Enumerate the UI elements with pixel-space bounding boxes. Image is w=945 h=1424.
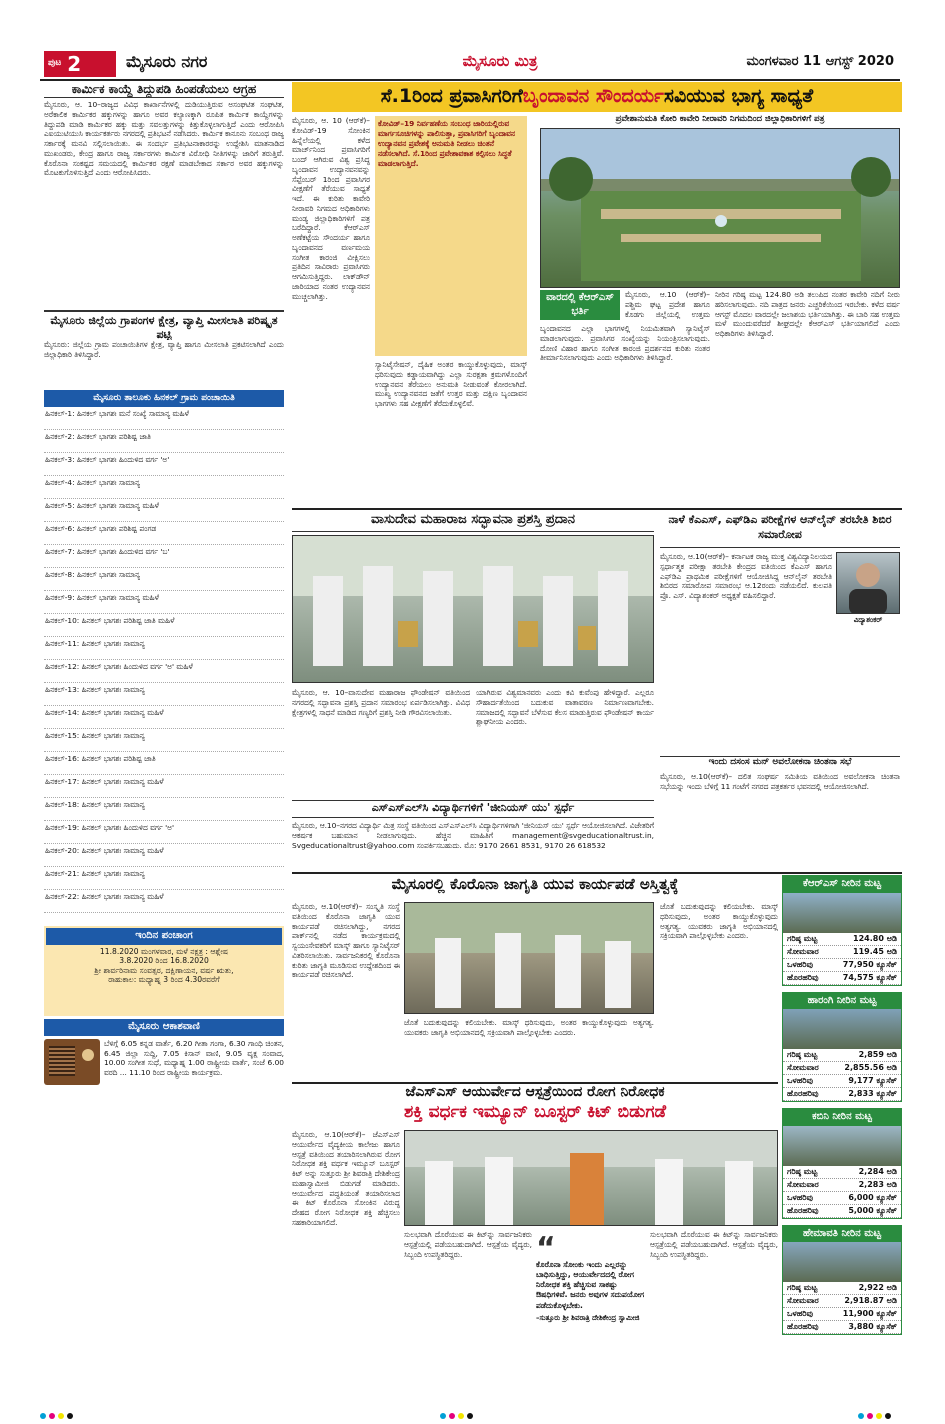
- lead-deck: ಪ್ರವೇಶಾನುಮತಿ ಕೋರಿ ಕಾವೇರಿ ನೀರಾವರಿ ನಿಗಮದಿಂದ ಜಿಲ್ಲಾಧಿಕಾರಿಗಳಿಗೆ ಪತ್ರ: [615, 114, 825, 124]
- divider: [292, 508, 902, 510]
- dam-photo: [783, 1009, 901, 1049]
- hinkal-list-header: ಮೈಸೂರು ತಾಲೂಕು ಹಿನಕಲ್ ಗ್ರಾಮ ಪಂಚಾಯಿತಿ: [44, 390, 284, 407]
- dss-headline: ಇಂದು ದಸಂಸ ಮನ್ ಅವಲೋಕನಾ ಚಿಂತನಾ ಸಭೆ: [660, 756, 900, 770]
- list-item: ಹಿನಕಲ್-1: ಹಿನಕಲ್ ಭಾಗಶಃ ಮನೆ ಸಂಖ್ಯೆ ಸಾಮಾನ್ಯ ಮಹಿಳೆ: [44, 407, 284, 430]
- registration-dots-left: [40, 1412, 76, 1422]
- dam-level-row: [783, 1062, 901, 1075]
- dam-level-label: ಸೋಮವಾರ: [787, 1063, 819, 1072]
- brand-logo: ಮೈಸೂರು ಮಿತ್ರ: [462, 52, 538, 70]
- dam-level-value: 9,177 ಕ್ಯೂಸೆಕ್: [848, 1076, 897, 1085]
- dam-level-value: 11,900 ಕ್ಯೂಸೆಕ್: [842, 1309, 897, 1318]
- vasudev-body2: ಯಾಗಿರುವ ವಿಶ್ವಮಾನವರು ಎಂದು ಕವಿ ಕುವೆಂಪು ಹೇಳಿದ್ದಾರೆ. ಎಲ್ಲರೂ ಸೌಹಾರ್ದತೆಯಿಂದ ಬದುಕುವ ವಾತಾವರಣ ನಿರ್ಮಾಣವಾಗಬೇಕು. ಸಮಾಜದಲ್ಲಿ ಸದ್ಭಾವನೆ ಬೆಳೆಸುವ ಕೆಲಸ ಮಾಡುತ್ತಿರುವ ಫೌಂಡೇಷನ್ ಕಾರ್ಯ ಶ್ಲಾಘನೀಯ ಎಂದರು.: [476, 688, 654, 727]
- dam-photo: [783, 1126, 901, 1166]
- list-item: ಹಿನಕಲ್-21: ಹಿನಕಲ್ ಭಾಗಶಃ ಸಾಮಾನ್ಯ: [44, 867, 284, 890]
- radio-schedule: ಬೆಳಿಗ್ಗೆ 6.05 ಕನ್ನಡ ವಾರ್ತೆ, 6.20 ಗೀತಾ ಗಂಗಾ, 6.30 ಗಾಂಧಿ ಚಿಂತನ, 6.45 ಜಿಲ್ಲಾ ಸುದ್ದಿ, 7.05 ಕಿಸಾನ್ ವಾಣಿ, 9.05 ವೃಕ್ಷ ಸಂವಾದ, 10.00 ಸಂಗೀತ ಸುಧೆ, ಮಧ್ಯಾಹ್ನ 1.00 ರಾಷ್ಟ್ರೀಯ ವಾರ್ತೆ, ಸಂಜೆ 6.00 ವರದಿ ... 11.10 ರಿಂದ ರಾಷ್ಟ್ರೀಯ ಕಾರ್ಯಕ್ರಮ.: [104, 1038, 284, 1078]
- jss-body2: ಸುಲಭವಾಗಿ ದೊರೆಯುವ ಈ ಕಿಟ್‌ನ್ನು ಸಾರ್ವಜನಿಕರು ಆಸ್ಪತ್ರೆಯಲ್ಲಿ ಪಡೆಯಬಹುದಾಗಿದೆ. ಆಸ್ಪತ್ರೆಯ ವೈದ್ಯರು, ಸಿಬ್ಬಂದಿ ಉಪಸ್ಥಿತರಿದ್ದರು.: [404, 1230, 532, 1259]
- dam-level-value: 2,859 ಅಡಿ: [858, 1050, 897, 1059]
- dam-level-label: ಹೊರಹರಿವು: [787, 972, 819, 982]
- panchanga-box: [44, 926, 284, 1016]
- dam-level-value: 2,922 ಅಡಿ: [858, 1283, 897, 1292]
- kas-headline: ನಾಳೆ ಕೆಎಎಸ್, ಎಫ್‌ಡಿಎ ಪರೀಕ್ಷೆಗಳ ಆನ್‌ಲೈನ್ ತರಬೇತಿ ಶಿಬಿರ ಸಮಾರೋಪ: [660, 512, 900, 548]
- panchanga-lines: [46, 947, 282, 985]
- dam-level-box: [782, 1108, 902, 1219]
- dam-level-row: [783, 946, 901, 959]
- dam-level-value: 2,833 ಕ್ಯೂಸೆಕ್: [848, 1089, 897, 1098]
- krs-box-col2: ನೀರಿನ ಗರಿಷ್ಠ ಮಟ್ಟ 124.80 ಅಡಿ ತಲುಪಿದ ನಂತರ ಕಾವೇರಿ ನದಿಗೆ ನೀರು ಹರಿಸಲಾಗುವುದು. ನದಿ ಪಾತ್ರದ ಜನರು ಎಚ್ಚರಿಕೆಯಿಂದ ಇರಬೇಕು. ಕಳೆದ ವರ್ಷ ಆಗಸ್ಟ್ ಮೊದಲ ವಾರದಲ್ಲೇ ಜಲಾಶಯ ಭರ್ತಿಯಾಗಿತ್ತು. ಈ ಬಾರಿ ಸಹ ಉತ್ತಮ ಮಳೆ ಮುಂದುವರೆದರೆ ಶೀಘ್ರದಲ್ಲೇ ಕೆಆರ್‌ಎಸ್ ಭರ್ತಿಯಾಗಲಿದೆ ಎಂದು ಅಧಿಕಾರಿಗಳು ತಿಳಿಸಿದ್ದಾರೆ.: [715, 290, 900, 339]
- portrait-icon: [837, 553, 899, 613]
- list-item: ಹಿನಕಲ್-14: ಹಿನಕಲ್ ಭಾಗಶಃ ಸಾಮಾನ್ಯ ಮಹಿಳೆ: [44, 706, 284, 729]
- corona-body2: ಜೊತೆ ಬದುಕುವುದನ್ನು ಕಲಿಯಬೇಕು. ಮಾಸ್ಕ್ ಧರಿಸುವುದು, ಅಂತರ ಕಾಯ್ದುಕೊಳ್ಳುವುದು ಅತ್ಯಗತ್ಯ. ಯುವಕರು ಜಾಗೃತಿ ಅಭಿಯಾನದಲ್ಲಿ ಸಕ್ರಿಯವಾಗಿ ಪಾಲ್ಗೊಳ್ಳಬೇಕು ಎಂದರು.: [404, 1018, 654, 1037]
- dam-level-row: [783, 1282, 901, 1295]
- left-column: [44, 82, 284, 1159]
- lead-highlight-box: ಕೋವಿಡ್–19 ನಿರ್ವಹಣೆಯ ಸಂಬಂಧ ಜಾರಿಯಲ್ಲಿರುವ ಮಾರ್ಗಸೂಚಿಗಳನ್ನು ಪಾಲಿಸುತ್ತಾ, ಪ್ರವಾಸಿಗರಿಗೆ ಬೃಂದಾವನ ಉದ್ಯಾನವನ ಪ್ರವೇಶಕ್ಕೆ ಅನುಮತಿ ನೀಡಲು ಚಿಂತನೆ ನಡೆಸಲಾಗಿದೆ. ಸೆ.1ರಿಂದ ಪ್ರವೇಶಾವಕಾಶ ಕಲ್ಪಿಸಲು ಸಿದ್ಧತೆ ಮಾಡಲಾಗುತ್ತಿದೆ.: [375, 116, 527, 356]
- corona-headline: ಮೈಸೂರಲ್ಲಿ ಕೊರೊನಾ ಜಾಗೃತಿ ಯುವ ಕಾರ್ಯಪಡೆ ಅಸ್ತಿತ್ವಕ್ಕೆ: [391, 875, 679, 893]
- dam-level-value: 2,284 ಅಡಿ: [858, 1166, 897, 1176]
- jss-photo: [404, 1130, 778, 1226]
- labour-story-body: ಮೈಸೂರು, ಆ. 10–ರಾಜ್ಯದ ವಿವಿಧ ಕಾರ್ಖಾನೆಗಳಲ್ಲಿ ದುಡಿಯುತ್ತಿರುವ ಅಸಂಘಟಿತ ಸಂಘಟಿತ, ಅರೆಕಾಲಿಕ ಕಾರ್ಮಿಕರ ಹಕ್ಕುಗಳನ್ನು ಹಾಗೂ ಅವರ ಕಲ್ಯಾಣಕ್ಕಾಗಿ ರೂಪಿತ ಕಾರ್ಮಿಕ ಕಾಯ್ದೆಗಳನ್ನು ತಿದ್ದುಪಡಿ ಮಾಡಿ ಕಾರ್ಮಿಕರ ಹಕ್ಕು ಮತ್ತು ಸವಲತ್ತುಗಳನ್ನು ಕಿತ್ತುಕೊಳ್ಳಲಾಗುತ್ತಿದೆ ಎಂದು ಆರೋಪಿಸಿ ಎಐಯುಟಿಯುಸಿ ಕಾರ್ಯಕರ್ತರು ನಗರದಲ್ಲಿ ಪ್ರತಿಭಟನೆ ನಡೆಸಿದರು. ಕಾರ್ಮಿಕ ಕಾನೂನು ಸಂಬಂಧ ರಾಜ್ಯ ಸರ್ಕಾರಕ್ಕೆ ಮನವಿ ಸಲ್ಲಿಸಲಾಯಿತು. ಈ ಸಂದರ್ಭ ಪ್ರತಿಭಟನಾಕಾರರನ್ನು ಉದ್ದೇಶಿಸಿ ಮಾತನಾಡಿದ ಮುಖಂಡರು, ಕೇಂದ್ರ ಹಾಗೂ ರಾಜ್ಯ ಸರ್ಕಾರಗಳು ಕಾರ್ಮಿಕ ವಿರೋಧಿ ನೀತಿಗಳನ್ನು ಜಾರಿಗೆ ತರುತ್ತಿವೆ. ಕೊರೊನಾ ಸಂಕಷ್ಟದ ಸಮಯದಲ್ಲಿ ಕಾರ್ಮಿಕರ ರಕ್ಷಣೆ ಮಾಡಬೇಕಾದ ಸರ್ಕಾರ ಅವರ ಹಕ್ಕುಗಳನ್ನು ಮೊಟಕುಗೊಳಿಸುತ್ತಿದೆ ಎಂದು ಆರೋಪಿಸಿದರು.: [44, 100, 284, 178]
- sslc-body: ಮೈಸೂರು, ಆ.10–ನಗರದ ವಿದ್ಯಾರ್ಥಿ ಮಿತ್ರ ಸಂಸ್ಥೆ ವತಿಯಿಂದ ಎಸ್‌ಎಸ್‌ಎಲ್‌ಸಿ ವಿದ್ಯಾರ್ಥಿಗಳಿಗಾಗಿ 'ಜೀನಿಯಸ್ ಯು' ಸ್ಪರ್ಧೆ ಆಯೋಜಿಸಲಾಗಿದೆ. ವಿಜೇತರಿಗೆ ಆಕರ್ಷಕ ಬಹುಮಾನ ನೀಡಲಾಗುವುದು. ಹೆಚ್ಚಿನ ಮಾಹಿತಿಗೆ management@svgeducationaltrust.in, Svgeducationaltrust@yahoo.com ಸಂಪರ್ಕಿಸಬಹುದು. ಮೊ: 9170 2661 8531, 9170 26 618532: [292, 821, 654, 850]
- list-item: ಹಿನಕಲ್-4: ಹಿನಕಲ್ ಭಾಗಶಃ ಸಾಮಾನ್ಯ: [44, 476, 284, 499]
- dam-level-row: [783, 1308, 901, 1321]
- dam-level-label: ಒಳಹರಿವು: [787, 959, 814, 969]
- dam-title: ಕಬಿನಿ ನೀರಿನ ಮಟ್ಟ: [783, 1109, 901, 1126]
- garden-illustration: [541, 129, 899, 287]
- dam-level-value: 2,855.56 ಅಡಿ: [844, 1063, 897, 1072]
- dam-level-label: ಗರಿಷ್ಠ ಮಟ್ಟ: [787, 1283, 818, 1292]
- dam-level-row: [783, 1049, 901, 1062]
- list-item: ಹಿನಕಲ್-2: ಹಿನಕಲ್ ಭಾಗಶಃ ಪರಿಶಿಷ್ಟ ಜಾತಿ: [44, 430, 284, 453]
- jss-quote-author: –ಸುತ್ತೂರು ಶ್ರೀ ಶಿವರಾತ್ರಿ ದೇಶಿಕೇಂದ್ರ ಸ್ವಾಮೀಜಿ: [536, 1313, 640, 1322]
- jss-release-illustration: [405, 1131, 777, 1225]
- list-item: ಹಿನಕಲ್-13: ಹಿನಕಲ್ ಭಾಗಶಃ ಸಾಮಾನ್ಯ: [44, 683, 284, 706]
- gp-story-body: ಮೈಸೂರು: ಜಿಲ್ಲೆಯ ಗ್ರಾಮ ಪಂಚಾಯಿತಿಗಳ ಕ್ಷೇತ್ರ, ವ್ಯಾಪ್ತಿ ಹಾಗೂ ಮೀಸಲಾತಿ ಪ್ರಕಟಿಸಲಾಗಿದೆ ಎಂದು ಜಿಲ್ಲಾಧಿಕಾರಿ ತಿಳಿಸಿದ್ದಾರೆ.: [44, 340, 284, 359]
- list-item: ಹಿನಕಲ್-8: ಹಿನಕಲ್ ಭಾಗಶಃ ಸಾಮಾನ್ಯ: [44, 568, 284, 591]
- krs-box-title: ವಾರದಲ್ಲಿ ಕೆಆರ್‌ಎಸ್ ಭರ್ತಿ: [540, 290, 620, 320]
- dam-levels-column: [782, 875, 902, 1410]
- registration-dots-center: [440, 1412, 476, 1422]
- list-item: ಹಿನಕಲ್-9: ಹಿನಕಲ್ ಭಾಗಶಃ ಸಾಮಾನ್ಯ ಮಹಿಳೆ: [44, 591, 284, 614]
- dam-level-box: [782, 875, 902, 986]
- panchanga-line: 3.8.2020 ರಿಂದ 16.8.2020: [119, 956, 209, 966]
- lead-col1: ಮೈಸೂರು, ಆ. 10 (ಆರ್‌ಕೆ)– ಕೋವಿಡ್-19 ಸೋಂಕಿನ ಹಿನ್ನೆಲೆಯಲ್ಲಿ ಕಳೆದ ಮಾರ್ಚ್‌ನಿಂದ ಪ್ರವಾಸಿಗರಿಗೆ ಬಂದ್ ಆಗಿರುವ ವಿಶ್ವ ಪ್ರಸಿದ್ಧ ಬೃಂದಾವನ ಉದ್ಯಾನವನವನ್ನು ಸೆಪ್ಟೆಂಬರ್ 1ರಿಂದ ಪ್ರವಾಸಿಗರ ವೀಕ್ಷಣೆಗೆ ತೆರೆಯುವ ಸಾಧ್ಯತೆ ಇದೆ. ಈ ಕುರಿತು ಕಾವೇರಿ ನೀರಾವರಿ ನಿಗಮದ ಅಧಿಕಾರಿಗಳು ಮಂಡ್ಯ ಜಿಲ್ಲಾಧಿಕಾರಿಗಳಿಗೆ ಪತ್ರ ಬರೆದಿದ್ದಾರೆ. ಕೆಆರ್‌ಎಸ್ ಅಣೆಕಟ್ಟೆಯ ಸೌಂದರ್ಯ ಹಾಗೂ ಬೃಂದಾವನದ ವರ್ಣಮಯ ಸಂಗೀತ ಕಾರಂಜಿ ವೀಕ್ಷಿಸಲು ಪ್ರತಿದಿನ ಸಾವಿರಾರು ಪ್ರವಾಸಿಗರು ಆಗಮಿಸುತ್ತಿದ್ದರು. ಲಾಕ್‌ಡೌನ್ ಜಾರಿಯಾದ ನಂತರ ಉದ್ಯಾನವನ ಮುಚ್ಚಲಾಗಿತ್ತು.: [292, 116, 370, 301]
- list-item: ಹಿನಕಲ್-22: ಹಿನಕಲ್ ಭಾಗಶಃ ಸಾಮಾನ್ಯ ಮಹಿಳೆ: [44, 890, 284, 913]
- radio-header: ಮೈಸೂರು ಆಕಾಶವಾಣಿ: [44, 1019, 284, 1036]
- gp-story-headline: ಮೈಸೂರು ಜಿಲ್ಲೆಯ ಗ್ರಾಪಂಗಳ ಕ್ಷೇತ್ರ, ವ್ಯಾಪ್ತಿ ಮೀಸಲಾತಿ ಪರಿಷ್ಕೃತ ಪಟ್ಟಿ: [44, 310, 284, 340]
- list-item: ಹಿನಕಲ್-12: ಹಿನಕಲ್ ಭಾಗಶಃ ಹಿಂದುಳಿದ ವರ್ಗ 'ಅ' ಮಹಿಳೆ: [44, 660, 284, 683]
- dam-level-row: [783, 933, 901, 946]
- masthead-rule: [40, 79, 900, 81]
- dam-level-label: ಹೊರಹರಿವು: [787, 1205, 819, 1215]
- lead-headline: [292, 82, 902, 112]
- panchanga-line: 11.8.2020 ಮಂಗಳವಾರ, ಮಳೆ ನಕ್ಷತ್ರ : ಆಶ್ಲೇಷ: [99, 946, 229, 956]
- divider: [292, 872, 902, 874]
- jss-body: ಮೈಸೂರು, ಆ.10(ಆರ್‌ಕೆ)– ಜೆಎಸ್‌ಎಸ್ ಆಯುರ್ವೇದ ವೈದ್ಯಕೀಯ ಕಾಲೇಜು ಹಾಗೂ ಆಸ್ಪತ್ರೆ ವತಿಯಿಂದ ತಯಾರಿಸಲಾಗಿರುವ ರೋಗ ನಿರೋಧಕ ಶಕ್ತಿ ವರ್ಧಕ ಇಮ್ಯೂನ್ ಬೂಸ್ಟರ್ ಕಿಟ್ ಅನ್ನು ಸುತ್ತೂರು ಶ್ರೀ ಶಿವರಾತ್ರಿ ದೇಶಿಕೇಂದ್ರ ಮಹಾಸ್ವಾಮೀಜಿ ಬಿಡುಗಡೆ ಮಾಡಿದರು. ಆಯುರ್ವೇದ ಪದ್ಧತಿಯಂತೆ ತಯಾರಿಸಲಾದ ಈ ಕಿಟ್ ಕೊರೊನಾ ಸೋಂಕಿನ ವಿರುದ್ಧ ದೇಹದ ರೋಗ ನಿರೋಧಕ ಶಕ್ತಿ ಹೆಚ್ಚಿಸಲು ಸಹಕಾರಿಯಾಗಲಿದೆ.: [292, 1130, 400, 1227]
- corona-photo: [404, 902, 654, 1014]
- corona-col3: ಜೊತೆ ಬದುಕುವುದನ್ನು ಕಲಿಯಬೇಕು. ಮಾಸ್ಕ್ ಧರಿಸುವುದು, ಅಂತರ ಕಾಯ್ದುಕೊಳ್ಳುವುದು ಅತ್ಯಗತ್ಯ. ಯುವಕರು ಜಾಗೃತಿ ಅಭಿಯಾನದಲ್ಲಿ ಸಕ್ರಿಯವಾಗಿ ಪಾಲ್ಗೊಳ್ಳಬೇಕು ಎಂದರು.: [660, 902, 778, 941]
- dam-level-row: [783, 1179, 901, 1192]
- masthead: [40, 48, 900, 78]
- registration-dots-right: [858, 1412, 894, 1422]
- vasudev-body1: ಮೈಸೂರು, ಆ. 10–ವಾಸುದೇವ ಮಹಾರಾಜ ಫೌಂಡೇಷನ್ ವತಿಯಿಂದ ನಗರದಲ್ಲಿ ಸದ್ಭಾವನಾ ಪ್ರಶಸ್ತಿ ಪ್ರದಾನ ಸಮಾರಂಭ ಏರ್ಪಡಿಸಲಾಗಿತ್ತು. ವಿವಿಧ ಕ್ಷೇತ್ರಗಳಲ್ಲಿ ಸಾಧನೆ ಮಾಡಿದ ಗಣ್ಯರಿಗೆ ಪ್ರಶಸ್ತಿ ನೀಡಿ ಗೌರವಿಸಲಾಯಿತು.: [292, 688, 470, 717]
- list-item: ಹಿನಕಲ್-3: ಹಿನಕಲ್ ಭಾಗಶಃ ಹಿಂದುಳಿದ ವರ್ಗ 'ಅ': [44, 453, 284, 476]
- dam-level-label: ಒಳಹರಿವು: [787, 1309, 814, 1318]
- dam-level-label: ಹೊರಹರಿವು: [787, 1322, 819, 1331]
- vidyashankar-photo: [836, 552, 900, 614]
- lead-col3: ಬೃಂದಾವನದ ಎಲ್ಲಾ ಭಾಗಗಳಲ್ಲಿ ನಿಯಮಿತವಾಗಿ ಸ್ಯಾನಿಟೈಸ್ ಮಾಡಲಾಗುವುದು. ಪ್ರವಾಸಿಗರ ಸಂಖ್ಯೆಯನ್ನು ನಿಯಂತ್ರಿಸಲಾಗುವುದು. ದೋಣಿ ವಿಹಾರ ಹಾಗೂ ಸಂಗೀತ ಕಾರಂಜಿ ಪ್ರದರ್ಶನದ ಕುರಿತು ನಂತರ ತೀರ್ಮಾನಿಸಲಾಗುವುದು ಎಂದು ಅಧಿಕಾರಿಗಳು ತಿಳಿಸಿದ್ದಾರೆ.: [540, 324, 710, 363]
- dss-body: ಮೈಸೂರು, ಆ.10(ಆರ್‌ಕೆ)– ದಲಿತ ಸಂಘರ್ಷ ಸಮಿತಿಯ ವತಿಯಿಂದ ಅವಲೋಕನಾ ಚಿಂತನಾ ಸಭೆಯನ್ನು ಇಂದು ಬೆಳಿಗ್ಗೆ 11 ಗಂಟೆಗೆ ನಗರದ ಪತ್ರಕರ್ತರ ಭವನದಲ್ಲಿ ಆಯೋಜಿಸಲಾಗಿದೆ.: [660, 772, 900, 791]
- jss-quote-text: ಕೊರೊನಾ ಸೋಂಕು ಇಂದು ಎಲ್ಲರನ್ನು ಬಾಧಿಸುತ್ತಿದ್ದು, ಆಯುರ್ವೇದದಲ್ಲಿ ರೋಗ ನಿರೋಧಕ ಶಕ್ತಿ ಹೆಚ್ಚಿಸುವ ಸಾಕಷ್ಟು ಔಷಧಿಗಳಿವೆ. ಜನರು ಅವುಗಳ ಸದುಪಯೋಗ ಪಡೆದುಕೊಳ್ಳಬೇಕು.: [536, 1259, 645, 1310]
- award-illustration: [293, 536, 653, 682]
- dam-level-row: [783, 1075, 901, 1088]
- panchanga-line: ರಾಹುಕಾಲ: ಮಧ್ಯಾಹ್ನ 3 ರಿಂದ 4.30ರವರೆಗೆ: [108, 975, 220, 985]
- dam-level-value: 119.45 ಅಡಿ: [853, 946, 897, 956]
- list-item: ಹಿನಕಲ್-5: ಹಿನಕಲ್ ಭಾಗಶಃ ಸಾಮಾನ್ಯ ಮಹಿಳೆ: [44, 499, 284, 522]
- page-label: ಪುಟ: [48, 58, 62, 69]
- lead-headline-part1: ಸೆ.1ರಿಂದ ಪ್ರವಾಸಿಗರಿಗೆ: [380, 85, 523, 108]
- dam-level-value: 2,918.87 ಅಡಿ: [844, 1296, 897, 1305]
- dam-level-label: ಗರಿಷ್ಠ ಮಟ್ಟ: [787, 1050, 818, 1059]
- dam-level-box: [782, 1225, 902, 1336]
- list-item: ಹಿನಕಲ್-11: ಹಿನಕಲ್ ಭಾಗಶಃ ಸಾಮಾನ್ಯ: [44, 637, 284, 660]
- vidyashankar-caption: ವಿದ್ಯಾಶಂಕರ್: [853, 616, 883, 624]
- jss-headline2: ಶಕ್ತಿ ವರ್ಧಕ ಇಮ್ಯೂನ್ ಬೂಸ್ಟರ್ ಕಿಟ್ ಬಿಡುಗಡೆ: [403, 1102, 667, 1122]
- dam-level-row: [783, 1192, 901, 1205]
- dam-photo: [783, 893, 901, 933]
- dam-level-value: 3,880 ಕ್ಯೂಸೆಕ್: [848, 1322, 897, 1331]
- dam-level-label: ಒಳಹರಿವು: [787, 1076, 814, 1085]
- corona-body: ಮೈಸೂರು, ಆ.10(ಆರ್‌ಕೆ)– ಸಂಸ್ಕೃತಿ ಸಂಸ್ಥೆ ವತಿಯಿಂದ ಕೊರೊನಾ ಜಾಗೃತಿ ಯುವ ಕಾರ್ಯಪಡೆ ರಚಿಸಲಾಗಿದ್ದು, ನಗರದ ಪಾರ್ಕ್‌ನಲ್ಲಿ ನಡೆದ ಕಾರ್ಯಕ್ರಮದಲ್ಲಿ ಸ್ವಯಂಸೇವಕರಿಗೆ ಮಾಸ್ಕ್ ಹಾಗೂ ಸ್ಯಾನಿಟೈಸರ್ ವಿತರಿಸಲಾಯಿತು. ಸಾರ್ವಜನಿಕರಲ್ಲಿ ಕೊರೊನಾ ಕುರಿತು ಜಾಗೃತಿ ಮೂಡಿಸುವ ಉದ್ದೇಶದಿಂದ ಈ ಕಾರ್ಯಪಡೆ ರಚಿಸಲಾಗಿದೆ.: [292, 902, 400, 980]
- dam-level-value: 5,000 ಕ್ಯೂಸೆಕ್: [848, 1205, 897, 1215]
- dam-level-label: ಗರಿಷ್ಠ ಮಟ್ಟ: [787, 933, 818, 943]
- jss-quote-box: [536, 1230, 646, 1406]
- dam-level-value: 124.80 ಅಡಿ: [853, 933, 897, 943]
- sslc-headline: ಎಸ್‌ಎಸ್‌ಎಲ್‌ಸಿ ವಿದ್ಯಾರ್ಥಿಗಳಿಗೆ 'ಜೀನಿಯಸ್ ಯು' ಸ್ಪರ್ಧೆ: [292, 800, 654, 818]
- page-number-badge: [44, 51, 116, 77]
- dam-level-label: ಗರಿಷ್ಠ ಮಟ್ಟ: [787, 1166, 818, 1176]
- labour-story-headline: ಕಾರ್ಮಿಕ ಕಾಯ್ದೆ ತಿದ್ದುಪಡಿ ಹಿಂಪಡೆಯಲು ಆಗ್ರಹ: [44, 82, 284, 98]
- jss-col3: ಸುಲಭವಾಗಿ ದೊರೆಯುವ ಈ ಕಿಟ್‌ನ್ನು ಸಾರ್ವಜನಿಕರು ಆಸ್ಪತ್ರೆಯಲ್ಲಿ ಪಡೆಯಬಹುದಾಗಿದೆ. ಆಸ್ಪತ್ರೆಯ ವೈದ್ಯರು, ಸಿಬ್ಬಂದಿ ಉಪಸ್ಥಿತರಿದ್ದರು.: [650, 1230, 778, 1259]
- list-item: ಹಿನಕಲ್-20: ಹಿನಕಲ್ ಭಾಗಶಃ ಸಾಮಾನ್ಯ ಮಹಿಳೆ: [44, 844, 284, 867]
- jss-headline1: ಜೆಎಸ್‌ಎಸ್ ಆಯುರ್ವೇದ ಆಸ್ಪತ್ರೆಯಿಂದ ರೋಗ ನಿರೋಧಕ: [292, 1082, 778, 1102]
- dam-level-label: ಸೋಮವಾರ: [787, 1179, 819, 1189]
- list-item: ಹಿನಕಲ್-19: ಹಿನಕಲ್ ಭಾಗಶಃ ಹಿಂದುಳಿದ ವರ್ಗ 'ಅ': [44, 821, 284, 844]
- dam-title: ಹಾರಂಗಿ ನೀರಿನ ಮಟ್ಟ: [783, 993, 901, 1010]
- dam-level-row: [783, 972, 901, 985]
- list-item: ಹಿನಕಲ್-10: ಹಿನಕಲ್ ಭಾಗಶಃ ಪರಿಶಿಷ್ಟ ಜಾತಿ ಮಹಿಳೆ: [44, 614, 284, 637]
- list-item: ಹಿನಕಲ್-15: ಹಿನಕಲ್ ಭಾಗಶಃ ಸಾಮಾನ್ಯ: [44, 729, 284, 752]
- dam-level-row: [783, 1088, 901, 1101]
- lead-col2: ಸ್ಯಾನಿಟೈಸೇಷನ್, ದೈಹಿಕ ಅಂತರ ಕಾಯ್ದುಕೊಳ್ಳುವುದು, ಮಾಸ್ಕ್ ಧರಿಸುವುದು ಕಡ್ಡಾಯವಾಗಿದ್ದು ಎಲ್ಲಾ ಸುರಕ್ಷತಾ ಕ್ರಮಗಳೊಂದಿಗೆ ಉದ್ಯಾನವನ ತೆರೆಯಲು ಅನುಮತಿ ನೀಡುವಂತೆ ಕೋರಲಾಗಿದೆ. ಮುಖ್ಯ ಉದ್ಯಾನವನದ ಜತೆಗೆ ಉತ್ತರ ಮತ್ತು ದಕ್ಷಿಣ ಬೃಂದಾವನ ಭಾಗಗಳು ಸಹ ವೀಕ್ಷಣೆಗೆ ತೆರೆದುಕೊಳ್ಳಲಿವೆ.: [375, 360, 527, 409]
- dam-level-value: 2,283 ಅಡಿ: [858, 1179, 897, 1189]
- hinkal-list: [44, 407, 284, 922]
- vasudev-headline: ವಾಸುದೇವ ಮಹಾರಾಜ ಸದ್ಭಾವನಾ ಪ್ರಶಸ್ತಿ ಪ್ರದಾನ: [292, 512, 654, 532]
- volunteers-illustration: [405, 903, 653, 1013]
- list-item: ಹಿನಕಲ್-6: ಹಿನಕಲ್ ಭಾಗಶಃ ಪರಿಶಿಷ್ಟ ಪಂಗಡ: [44, 522, 284, 545]
- dam-title: ಕೆಆರ್‌ಎಸ್ ನೀರಿನ ಮಟ್ಟ: [783, 876, 901, 893]
- dam-level-label: ಹೊರಹರಿವು: [787, 1089, 819, 1098]
- dam-level-row: [783, 959, 901, 972]
- dam-level-row: [783, 1205, 901, 1218]
- quote-mark-icon: “: [536, 1231, 556, 1266]
- dam-level-label: ಸೋಮವಾರ: [787, 1296, 819, 1305]
- dam-level-row: [783, 1166, 901, 1179]
- dam-photo: [783, 1242, 901, 1282]
- dam-level-value: 74,575 ಕ್ಯೂಸೆಕ್: [842, 972, 897, 982]
- dam-level-value: 6,000 ಕ್ಯೂಸೆಕ್: [848, 1192, 897, 1202]
- list-item: ಹಿನಕಲ್-7: ಹಿನಕಲ್ ಭಾಗಶಃ ಹಿಂದುಳಿದ ವರ್ಗ 'ಬ': [44, 545, 284, 568]
- panchanga-line: ಶ್ರೀ ಶಾರ್ವರಿನಾಮ ಸಂವತ್ಸರ, ದಕ್ಷಿಣಾಯನ, ವರ್ಷ ಋತು,: [94, 965, 234, 975]
- list-item: ಹಿನಕಲ್-16: ಹಿನಕಲ್ ಭಾಗಶಃ ಪರಿಶಿಷ್ಟ ಜಾತಿ: [44, 752, 284, 775]
- radio-icon: [44, 1039, 100, 1085]
- krs-box-lead: ಮೈಸೂರು, ಆ.10 (ಆರ್‌ಕೆ)– ಪಶ್ಚಿಮ ಘಟ್ಟ ಪ್ರದೇಶ ಹಾಗೂ ಕೊಡಗು ಜಿಲ್ಲೆಯಲ್ಲಿ ಉತ್ತಮ: [625, 290, 710, 319]
- dam-title: ಹೇಮಾವತಿ ನೀರಿನ ಮಟ್ಟ: [783, 1226, 901, 1243]
- award-photo: [292, 535, 654, 683]
- dam-level-row: [783, 1295, 901, 1308]
- list-item: ಹಿನಕಲ್-18: ಹಿನಕಲ್ ಭಾಗಶಃ ಸಾಮಾನ್ಯ: [44, 798, 284, 821]
- dam-level-label: ಒಳಹರಿವು: [787, 1192, 814, 1202]
- lead-headline-part2: ಬೃಂದಾವನ ಸೌಂದರ್ಯ: [522, 85, 664, 108]
- lead-headline-part3: ಸವಿಯುವ ಭಾಗ್ಯ ಸಾಧ್ಯತೆ: [663, 85, 814, 108]
- page-number: 2: [67, 51, 82, 76]
- brindavan-photo: [540, 128, 900, 288]
- issue-date: ಮಂಗಳವಾರ 11 ಆಗಸ್ಟ್ 2020: [746, 54, 894, 69]
- dam-level-box: [782, 992, 902, 1103]
- dam-level-row: [783, 1321, 901, 1334]
- section-title: ಮೈಸೂರು ನಗರ: [126, 52, 208, 71]
- dam-level-value: 77,950 ಕ್ಯೂಸೆಕ್: [842, 959, 897, 969]
- list-item: ಹಿನಕಲ್-17: ಹಿನಕಲ್ ಭಾಗಶಃ ಸಾಮಾನ್ಯ ಮಹಿಳೆ: [44, 775, 284, 798]
- dam-level-label: ಸೋಮವಾರ: [787, 946, 819, 956]
- kas-body: ಮೈಸೂರು, ಆ.10(ಆರ್‌ಕೆ)– ಕರ್ನಾಟಕ ರಾಜ್ಯ ಮುಕ್ತ ವಿಶ್ವವಿದ್ಯಾನಿಲಯದ ಸ್ಪರ್ಧಾತ್ಮಕ ಪರೀಕ್ಷಾ ತರಬೇತಿ ಕೇಂದ್ರದ ವತಿಯಿಂದ ಕೆಎಎಸ್ ಹಾಗೂ ಎಫ್‌ಡಿಎ ಪ್ರಾಥಮಿಕ ಪರೀಕ್ಷೆಗಳಿಗೆ ಆಯೋಜಿಸಿದ್ದ ಆನ್‌ಲೈನ್ ತರಬೇತಿ ಶಿಬಿರದ ಸಮಾರೋಪ ಸಮಾರಂಭ ಆ.12ರಂದು ನಡೆಯಲಿದೆ. ಕುಲಪತಿ ಪ್ರೊ. ಎಸ್. ವಿದ್ಯಾಶಂಕರ್ ಅಧ್ಯಕ್ಷತೆ ವಹಿಸಲಿದ್ದಾರೆ.: [660, 552, 832, 601]
- panchanga-header: ಇಂದಿನ ಪಂಚಾಂಗ: [46, 928, 282, 945]
